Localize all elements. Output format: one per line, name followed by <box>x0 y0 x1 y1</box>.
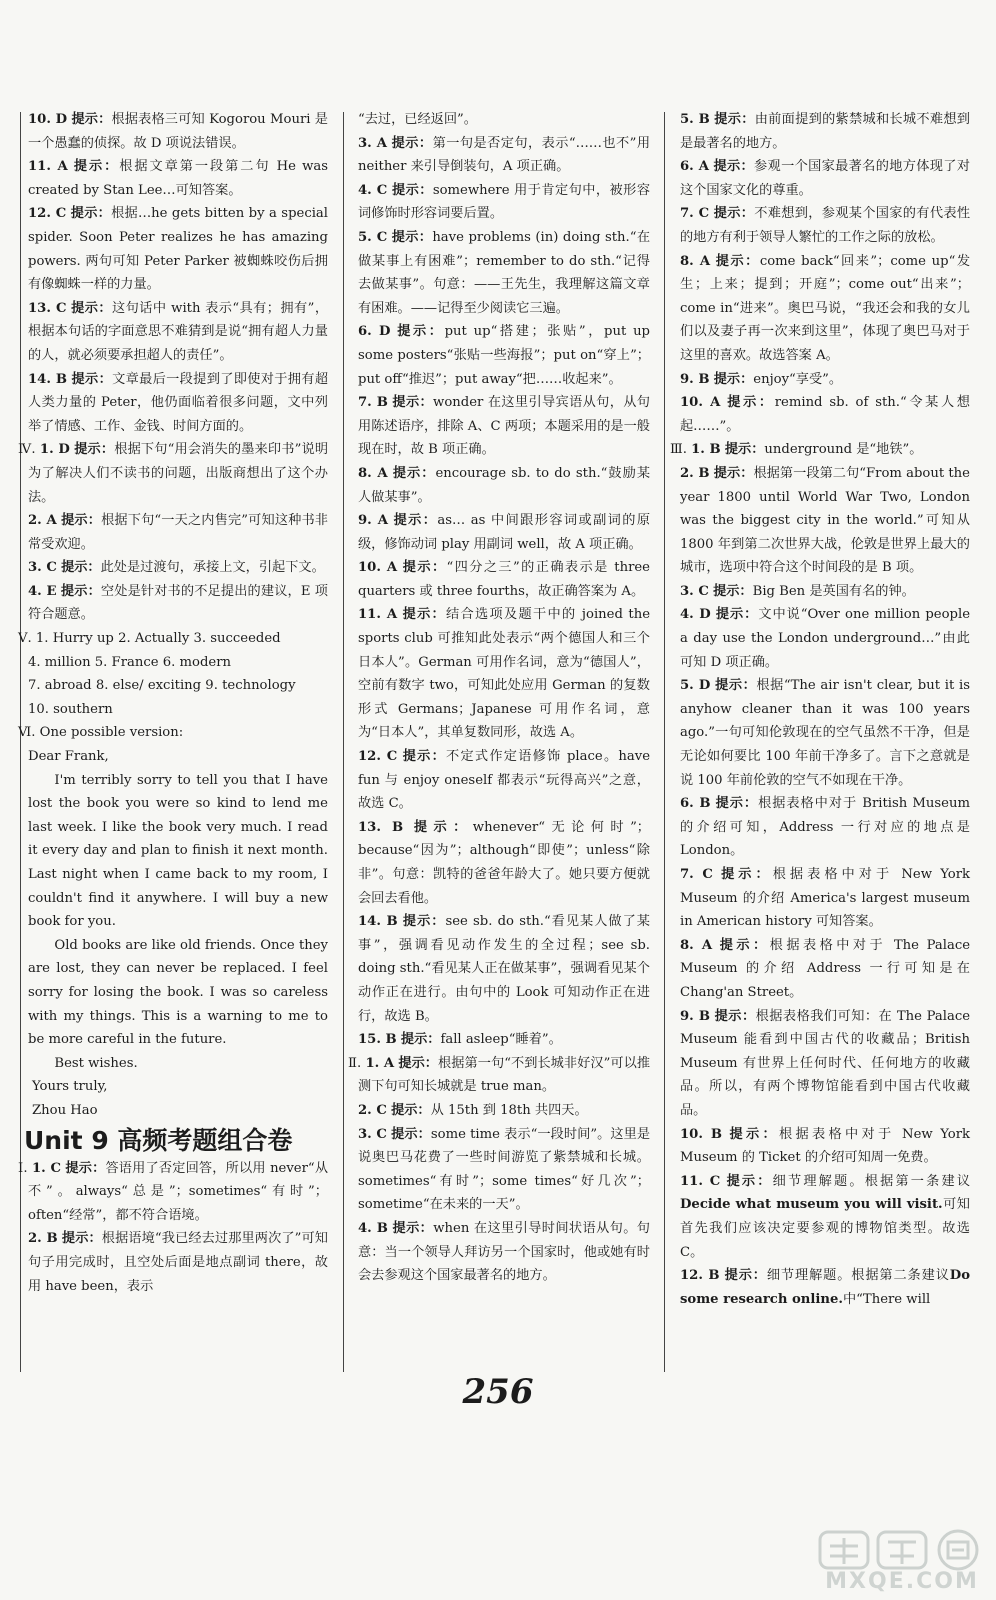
letter-signoff: Yours truly, <box>32 1079 108 1095</box>
answer-number: 8. A <box>358 465 388 481</box>
watermark-logo <box>818 1528 986 1596</box>
answer-item <box>680 674 970 792</box>
continued-text: “去过，已经返回”。 <box>358 112 477 127</box>
answer-number: 2. A <box>28 513 57 529</box>
answer-item <box>680 603 970 674</box>
answer-item <box>28 509 328 556</box>
hint-label: 提示： <box>60 583 101 599</box>
section-numeral: Ⅳ. <box>18 442 36 458</box>
hint-label: 提示： <box>402 560 447 576</box>
answer-item <box>680 1264 970 1311</box>
answer-number: 5. D <box>680 678 711 694</box>
hint-text: 根据语境“我已经去过那里两次了”可知句子用完成时，且空处后面是地点副词 there，故用 have been，表示 <box>28 1231 328 1294</box>
letter-paragraph: I'm terribly sorry to tell you that I have lost the book you were so kind to lend me last week. I like the book very much. I read it every day and plan to finish it next month. Last night when I came back to my room, I couldn't find it anywhere. I will buy a new book for you. <box>28 772 328 930</box>
answer-number: 15. B <box>358 1032 397 1048</box>
unit-title: Unit 9 高频考题组合卷 <box>24 1125 293 1155</box>
answer-number: 5. B <box>680 112 710 127</box>
answer-number: 10. A <box>680 395 721 411</box>
answer-number: 7. C <box>680 867 713 882</box>
hint-label: 提示： <box>73 159 120 175</box>
hint-text: 根据文章第一段第二句 He was created by Stan Lee…可知答案。 <box>28 159 329 198</box>
vocab-answer-line <box>18 627 328 651</box>
hint-label: 提示： <box>61 560 101 576</box>
answer-number: 3. C <box>680 583 709 599</box>
hint-text: 根据表格中对于 New York Museum 的 Ticket 的介绍可知周一免费。 <box>680 1126 970 1166</box>
answer-item <box>28 108 328 155</box>
answer-item <box>358 1217 650 1288</box>
hint-text: 由前面提到的紫禁城和长城不难想到是最著名的地方。 <box>680 112 970 151</box>
hint-text: encourage sb. to do sth.“鼓励某人做某事”。 <box>358 465 651 505</box>
answer-item <box>358 132 650 179</box>
answer-item <box>358 391 650 462</box>
watermark-logo-image <box>818 1528 986 1572</box>
answer-number: 6. A <box>680 159 709 175</box>
hint-text: 文章最后一段提到了即使对于拥有超人类力量的 Peter，他仍面临着很多问题，文中列举了情感、工作、金钱、时间方面的。 <box>28 371 329 434</box>
vocab-answers: 1. Hurry up 2. Actually 3. succeeded <box>35 631 281 647</box>
hint-text: 根据表格中对于 New York Museum 的介绍 America's largest museum in American history 可知答案。 <box>680 867 970 930</box>
hint-text: 根据…he gets bitten by a special spider. Soon Peter realizes he has amazing powers. 两句可知 Peter Parker 被蜘蛛咬伤后拥有像蜘蛛一样的力量。 <box>28 206 329 293</box>
hint-label: 提示： <box>397 324 445 340</box>
hint-text: 根据下句“用会消失的墨来印书”说明为了解决人们不读书的问题，出版商想出了这个办法。 <box>28 442 329 505</box>
answer-item <box>680 863 970 934</box>
answer-number: 12. B <box>680 1268 720 1284</box>
page-number: 256 <box>462 1372 534 1412</box>
hint-text: remind sb. of sth.“令某人想起……”。 <box>680 395 970 434</box>
answer-item <box>358 509 650 556</box>
hint-text: fall asleep“睡着”。 <box>440 1032 562 1048</box>
hint-text: as… as 中间跟形容词或副词的原级，修饰动词 play 用副词 well，故 A 项正确。 <box>358 513 651 552</box>
answer-item <box>358 816 650 910</box>
answer-item <box>680 462 970 580</box>
hint-text: 这句话中 with 表示“具有；拥有”，根据本句话的字面意思不难猜到是说“拥有超人力量的人，就必须要承担超人的责任”。 <box>28 300 329 363</box>
answer-item <box>358 108 650 132</box>
writing-heading <box>18 721 328 745</box>
answer-number: 6. B <box>680 796 711 812</box>
hint-text: have problems (in) doing sth.“在做某事上有困难”；remember to do sth.“记得去做某事”。句意：——王先生，我理解这篇文章有困难。——记得至少阅读它三遍。 <box>358 229 651 316</box>
answer-item <box>358 603 650 745</box>
answer-number: 9. A <box>358 513 388 529</box>
answer-number: 3. A <box>358 135 388 151</box>
answer-item <box>358 462 650 509</box>
hint-text: Big Ben 是英国有名的钟。 <box>752 583 915 599</box>
hint-text: some time 表示“一段时间”。这里是说奥巴马花费了一些时间游览了紫禁城和长城。sometimes“有时”；some times“好几次”；sometime“在未来的一天”。 <box>358 1126 651 1213</box>
hint-text: 不难想到，参观某个国家的有代表性的地方有利于领导人繁忙的工作之际的放松。 <box>680 206 971 245</box>
answer-number: 1. B <box>691 442 721 458</box>
answer-number: 2. C <box>358 1102 387 1118</box>
answer-number: 13. B <box>358 819 404 835</box>
answer-item <box>28 202 328 296</box>
answer-item <box>358 910 650 1028</box>
left-column <box>18 108 329 1393</box>
hint-text: whenever“无论何时”；because“因为”；although“即使”；unless“除非”。句意：凯特的爸爸年龄大了。她只要方便就会回去看他。 <box>358 819 650 906</box>
hint-label: 提示： <box>402 914 446 930</box>
answer-number: 10. B <box>680 1126 722 1142</box>
answer-number: 11. A <box>28 159 68 175</box>
letter-paragraph: Old books are like old friends. Once they are lost, they can never be replaced. I feel sorry for losing the book. I was so careless with my things. This is a warning to me to be more careful in the future. <box>28 937 328 1048</box>
hint-label: 提示： <box>714 112 755 127</box>
right-column <box>670 108 971 1393</box>
answer-item <box>28 556 328 580</box>
answer-item <box>358 1099 650 1123</box>
hint-text: 根据第一句“不到长城非好汉”可以推测下句可知长城就是 true man。 <box>358 1055 651 1095</box>
answer-item <box>680 368 970 392</box>
answer-item <box>358 1123 650 1217</box>
hint-label: 提示： <box>391 229 433 245</box>
answer-item <box>680 1170 970 1264</box>
hint-label: 提示： <box>713 371 754 387</box>
column-rule <box>20 112 21 1372</box>
hint-label: 提示： <box>392 395 434 411</box>
hint-text: 根据表格中对于 British Museum 的介绍可知，Address 一行对应的地点是 London。 <box>680 796 970 859</box>
hint-label: 提示： <box>715 607 759 623</box>
vocab-answers: 7. abroad 8. else/ exciting 9. technology <box>28 678 296 694</box>
hint-text: when 在这里引导时间状语从句。句意：当一个领导人拜访另一个国家时，他或她有时会去参观这个国家最著名的地方。 <box>358 1220 650 1284</box>
answer-item <box>680 155 970 202</box>
answer-item <box>358 320 650 391</box>
answer-item <box>28 297 328 368</box>
hint-text: come back“回来”；come up“发生；上来；提到；开庭”；come out“出来”；come in“进来”。奥巴马说，“我还会和我的女儿们以及妻子再一次来到这里”，体现了奥巴马对于这里的喜欢。故选答案 A。 <box>680 253 971 363</box>
quoted-advice: Do some research online. <box>680 1268 970 1307</box>
answer-number: 14. B <box>28 371 68 387</box>
answer-item <box>670 438 970 462</box>
hint-text: 第一句是否定句，表示“……也不”用 neither 来引导倒装句，A 项正确。 <box>358 135 651 175</box>
answer-item <box>358 226 650 320</box>
answer-item <box>680 792 970 863</box>
answer-item <box>348 1052 651 1099</box>
hint-label: 提示： <box>392 465 436 481</box>
hint-label: 提示： <box>713 583 753 599</box>
answer-number: 12. C <box>358 749 398 765</box>
answer-item <box>28 368 328 439</box>
answer-number: 3. C <box>28 560 57 576</box>
section-numeral: Ⅱ. <box>348 1055 362 1071</box>
hint-label: 提示： <box>71 300 113 316</box>
vocab-answer-line <box>28 698 328 722</box>
hint-text: 不定式作定语修饰 place。have fun 与 enjoy oneself 都表示“玩得高兴”之意，故选 C。 <box>358 749 650 812</box>
hint-label: 提示： <box>413 819 473 835</box>
answer-number: 1. A <box>365 1055 395 1071</box>
answer-number: 9. B <box>680 371 710 387</box>
middle-column <box>348 108 651 1393</box>
hint-label: 提示： <box>71 371 113 387</box>
vocab-answer-line <box>28 674 328 698</box>
hint-label: 提示： <box>724 1268 767 1284</box>
answer-item <box>680 250 970 368</box>
answer-number: 13. C <box>28 300 67 316</box>
hint-text: 参观一个国家最著名的地方体现了对这个国家文化的尊重。 <box>680 159 971 198</box>
hint-label: 提示： <box>61 513 102 529</box>
answer-item <box>28 580 328 627</box>
hint-text: 根据下句“一天之内售完”可知这种书非常受欢迎。 <box>28 513 328 552</box>
hint-label: 提示： <box>727 395 775 411</box>
hint-label: 提示： <box>713 206 755 222</box>
vocab-answers: 10. southern <box>28 701 113 717</box>
hint-label: 提示： <box>391 135 433 151</box>
hint-text: 根据第一段第二句“From about the year 1800 until World War Two, London was the biggest city in the world.”可知从 1800 年到第二次世界大战，伦敦是世界上最大的城市，选项中符合这个时间段的是 B 项。 <box>680 465 970 576</box>
hint-text: 答语用了否定回答，所以用 never“从不”。always“总是”；sometimes“有时”；often“经常”，都不符合语境。 <box>28 1160 329 1223</box>
hint-label: 提示： <box>391 1102 431 1118</box>
hint-label: 提示： <box>714 1008 756 1024</box>
hint-text: 此处是过渡句，承接上文，引起下文。 <box>100 560 325 576</box>
answer-number: 5. C <box>358 229 388 245</box>
letter-greeting: Dear Frank, <box>28 749 109 765</box>
vocab-answer-line <box>28 651 328 675</box>
answer-number: 4. D <box>680 607 711 623</box>
letter-signature: Zhou Hao <box>32 1102 98 1118</box>
hint-text-after: 中“There will <box>842 1291 931 1307</box>
answer-number: 4. C <box>358 182 388 198</box>
hint-text: 根据表格中对于 The Palace Museum 的介绍 Address 一行可知是在 Chang'an Street。 <box>680 937 971 1000</box>
hint-text: underground 是“地铁”。 <box>764 442 923 458</box>
hint-text: 结合选项及题干中的 joined the sports club 可推知此处表示“两个德国人和三个日本人”。German 可用作名词，意为“德国人”，空前有数字 two，可知此处应用 German 的复数形式 Germans；Japanese 可用作名词，意为“日本人”，其单复数同形，故选 A。 <box>358 607 650 741</box>
hint-text: somewhere 用于肯定句中，被形容词修饰时形容词要后置。 <box>358 182 651 222</box>
answer-number: 11. A <box>358 607 398 623</box>
hint-label: 提示： <box>391 182 433 198</box>
answer-number: 4. E <box>28 583 57 599</box>
answer-number: 14. B <box>358 914 398 930</box>
answer-number: 2. B <box>28 1231 58 1247</box>
hint-label: 提示： <box>724 442 765 458</box>
answer-number: 10. A <box>358 560 398 576</box>
hint-text: 文中说“Over one million people a day use the London underground…”由此可知 D 项正确。 <box>680 607 970 670</box>
hint-label: 提示： <box>391 1126 431 1142</box>
hint-label: 提示： <box>721 867 773 882</box>
answer-item <box>680 580 970 604</box>
column-rule <box>664 112 665 1372</box>
answer-item <box>28 1227 328 1298</box>
hint-label: 提示： <box>74 442 115 458</box>
watermark-logo-text <box>818 1528 986 1572</box>
answer-number: 8. A <box>680 937 713 953</box>
answer-number: 12. C <box>28 206 67 222</box>
answer-item <box>680 934 970 1005</box>
answer-number: 6. D <box>358 324 391 340</box>
hint-label: 提示： <box>402 607 447 623</box>
answer-number: 7. C <box>680 206 710 222</box>
hint-label: 提示： <box>713 465 754 481</box>
column-rule <box>343 112 344 1372</box>
answer-item <box>28 155 328 202</box>
vocab-answers: 4. million 5. France 6. modern <box>28 654 232 670</box>
quoted-advice: Decide what museum you will visit. <box>680 1197 943 1213</box>
answer-number: 7. B <box>358 395 388 411</box>
hint-text: enjoy“享受”。 <box>753 371 843 387</box>
hint-label: 提示： <box>393 513 438 529</box>
answer-number: 3. C <box>358 1126 387 1142</box>
section-numeral: Ⅴ. <box>18 631 32 647</box>
answer-item <box>680 108 970 155</box>
section-numeral: Ⅵ. <box>18 725 36 741</box>
hint-label: 提示： <box>402 749 447 765</box>
hint-label: 提示： <box>729 1126 780 1142</box>
answer-number: 2. B <box>680 465 710 481</box>
hint-label: 提示： <box>713 159 755 175</box>
hint-text: “四分之三”的正确表示是 three quarters 或 three fourths，故正确答案为 A。 <box>358 560 650 599</box>
hint-text: 细节理解题。根据第二条建议 <box>766 1268 950 1284</box>
hint-text: 从 15th 到 18th 共四天。 <box>430 1102 588 1118</box>
watermark-url: MXQE.COM <box>825 1569 979 1594</box>
answer-item <box>680 391 970 438</box>
section-numeral: Ⅲ. <box>670 442 687 458</box>
hint-label: 提示： <box>715 796 759 812</box>
hint-label: 提示： <box>719 937 770 953</box>
answer-item <box>358 179 650 226</box>
answer-item <box>680 202 970 249</box>
hint-text: see sb. do sth.“看见某人做了某事”，强调看见动作发生的全过程；see sb. doing sth.“看见某人正在做某事”，强调看见某个动作正在进行。由句中的 Look 可知动作正在进行，故选 B。 <box>358 914 650 1024</box>
hint-text: 空处是针对书的不足提出的建议，E 项符合题意。 <box>28 583 328 623</box>
hint-label: 提示： <box>715 678 757 694</box>
answer-item <box>18 1157 329 1228</box>
answer-item <box>680 1123 970 1170</box>
letter-closing: Best wishes. <box>54 1055 138 1071</box>
section-numeral: Ⅰ. <box>18 1160 28 1176</box>
hint-text: 根据表格我们可知：在 The Palace Museum 能看到中国古代的收藏品；British Museum 有世界上任何时代、任何地方的收藏品。所以，有两个博物馆能看到中国古代收藏品。 <box>680 1008 971 1118</box>
hint-text: 根据表格三可知 Kogorou Mouri 是一个愚蠢的侦探。故 D 项说法错误。 <box>28 112 328 151</box>
hint-label: 提示： <box>65 1160 106 1176</box>
answer-number: 11. C <box>680 1173 721 1189</box>
answer-number: 10. D <box>28 112 68 127</box>
hint-text: put up“搭建；张贴”，put up some posters“张贴一些海报”；put on“穿上”；put off“推迟”；put away“把……收起来”。 <box>358 324 651 387</box>
answer-item <box>680 1005 970 1123</box>
answer-number: 4. B <box>358 1220 388 1236</box>
hint-text: 根据“The air isn't clear, but it is anyhow cleaner than it was 100 years ago.”一句可知伦敦现在的空气虽然不干净，但是无论如何要比 100 年前干净多了。言下之意就是说 100 年前伦敦的空气不如现在干净。 <box>680 678 970 788</box>
answer-item <box>358 1028 650 1052</box>
answer-number: 1. C <box>31 1160 61 1176</box>
hint-label: 提示： <box>715 253 760 269</box>
hint-label: 提示： <box>70 206 112 222</box>
hint-label: 提示： <box>71 112 112 127</box>
answer-item <box>18 438 329 509</box>
hint-label: 提示： <box>398 1055 439 1071</box>
answer-number: 8. A <box>680 253 711 269</box>
hint-text-after: 可知首先我们应该决定要参观的博物馆类型。故选 C。 <box>680 1197 970 1260</box>
hint-label: 提示： <box>392 1220 434 1236</box>
answer-item <box>358 745 650 816</box>
answer-number: 1. D <box>39 442 70 458</box>
writing-label: One possible version: <box>39 725 184 741</box>
hint-text: 细节理解题。根据第一条建议 <box>772 1173 971 1189</box>
answer-number: 9. B <box>680 1008 710 1024</box>
answer-item <box>358 556 650 603</box>
hint-label: 提示： <box>400 1032 441 1048</box>
hint-label: 提示： <box>726 1173 773 1189</box>
hint-label: 提示： <box>61 1231 102 1247</box>
hint-text: wonder 在这里引导宾语从句，从句用陈述语序，排除 A、C 两项；本题采用的是一般现在时，故 B 项正确。 <box>358 395 650 458</box>
